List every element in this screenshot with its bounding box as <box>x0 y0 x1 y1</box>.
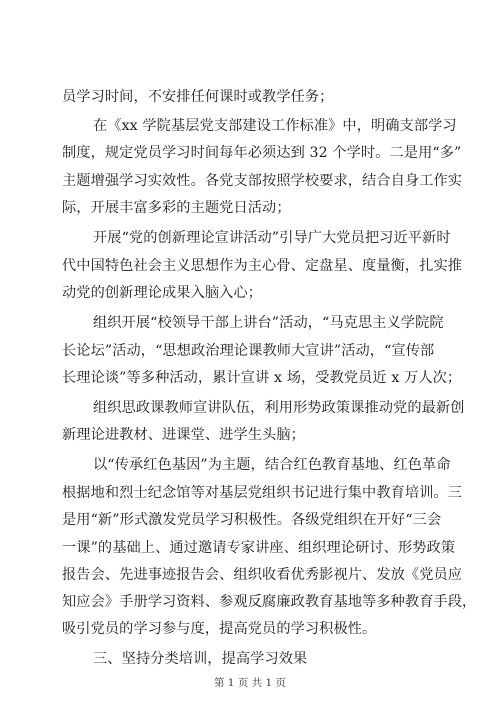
text-line-9: 组织开展“校领导干部上讲台”活动，“马克思主义学院院 <box>93 315 444 331</box>
text-line-20: 吸引党员的学习参与度，提高党员的学习积极性。 <box>62 621 377 637</box>
text-line-5: 际，开展丰富多彩的主题党日活动； <box>62 200 291 216</box>
text-line-3: 制度，规定党员学习时间每年必须达到 32 个学时。二是用“多” <box>62 145 462 161</box>
text-line-10: 长论坛”活动，“思想政治理论课教师大宣讲”活动，“宣传部 <box>62 343 435 359</box>
text-line-14: 以“传承红色基因”为主题，结合红色教育基地、红色革命 <box>93 457 451 473</box>
text-line-1: 员学习时间，不安排任何课时或教学任务； <box>62 89 334 105</box>
text-line-18: 报告会、先进事迹报告会、组织收看优秀影视片、发放《党员应 <box>62 567 463 583</box>
text-line-19: 知应会》手册学习资料、参观反腐廉政教育基地等多种教育手段， <box>62 594 477 610</box>
page-footer: 第 1 页 共 1 页 <box>213 677 287 689</box>
text-line-4: 主题增强学习实效性。各党支部按照学校要求，结合自身工作实 <box>62 173 463 189</box>
section-heading: 三、坚持分类培训，提高学习效果 <box>93 651 308 667</box>
text-line-11: 长理论谈”等多种活动，累计宣讲 x 场，受教党员近 x 万人次； <box>62 370 462 386</box>
text-line-13: 新理论进教材、进课堂、进学生头脑； <box>62 427 305 443</box>
text-line-7: 代中国特色社会主义思想作为主心骨、定盘星、度量衡，扎实推 <box>62 258 463 274</box>
text-line-6: 开展“党的创新理论宣讲活动”引导广大党员把习近平新时 <box>93 230 451 246</box>
text-line-2: 在《xx 学院基层党支部建设工作标准》中，明确支部学习 <box>93 118 457 134</box>
text-line-12: 组织思政课教师宣讲队伍，利用形势政策课推动党的最新创 <box>93 400 465 416</box>
text-line-16: 是用“新”形式激发党员学习积极性。各级党组织在开好“三会 <box>62 512 442 528</box>
text-line-15: 根据地和烈士纪念馆等对基层党组织书记进行集中教育培训。三 <box>62 485 463 501</box>
text-line-8: 动党的创新理论成果入脑入心； <box>62 285 263 301</box>
text-line-17: 一课”的基础上、通过邀请专家讲座、组织理论研讨、形势政策 <box>62 540 456 556</box>
